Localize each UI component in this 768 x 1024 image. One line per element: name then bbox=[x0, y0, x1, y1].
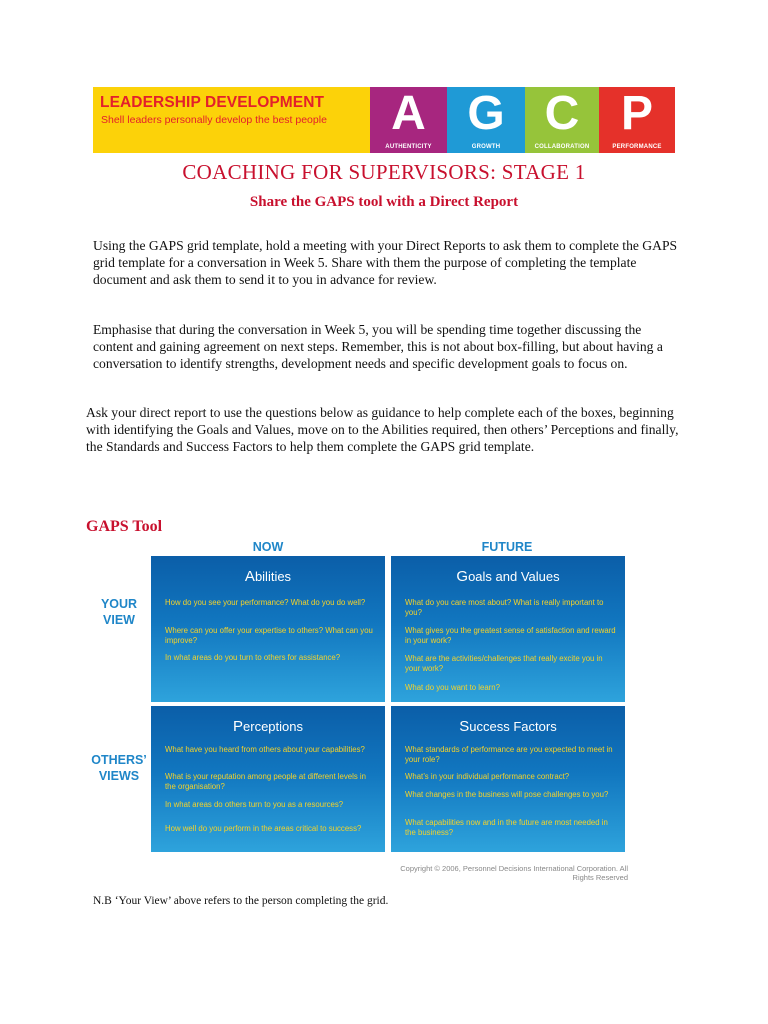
block-word: GROWTH bbox=[471, 144, 501, 150]
footnote: N.B ‘Your View’ above refers to the person completing the grid. bbox=[93, 895, 389, 907]
gaps-heading: GAPS Tool bbox=[86, 518, 163, 535]
quadrant-question: In what areas do others turn to you as a resources? bbox=[165, 800, 344, 809]
quadrant-question: What’s in your individual performance contract? bbox=[405, 772, 570, 781]
quadrant-question: Where can you offer your expertise to others? What can you improve? bbox=[165, 626, 373, 645]
authenticity-block bbox=[370, 87, 447, 153]
quadrant-question: What gives you the greatest sense of satisfaction and reward in your work? bbox=[405, 626, 616, 645]
quadrant-perceptions bbox=[151, 706, 385, 852]
quadrant-title: Success Factors bbox=[459, 718, 557, 735]
quadrant-question: What are the activities/challenges that really excite you in your work? bbox=[405, 654, 603, 673]
quadrant-question: What do you want to learn? bbox=[405, 683, 500, 692]
quadrant-question: What have you heard from others about your capabilities? bbox=[165, 745, 365, 754]
growth-block bbox=[447, 87, 525, 153]
row-header-others-views: OTHERS’ VIEWS bbox=[91, 753, 147, 783]
block-letter: C bbox=[544, 87, 580, 140]
quadrant-question: What do you care most about? What is really important to you? bbox=[405, 598, 604, 617]
block-letter: P bbox=[620, 87, 653, 140]
column-header-future: FUTURE bbox=[481, 540, 533, 554]
page-title: COACHING FOR SUPERVISORS: STAGE 1 bbox=[182, 160, 586, 184]
quadrant-question: What changes in the business will pose challenges to you? bbox=[405, 790, 609, 799]
leadership-banner bbox=[93, 87, 675, 153]
quadrant-title: Goals and Values bbox=[456, 568, 560, 585]
instruction-paragraph: Ask your direct report to use the questions below as guidance to help complete each of the boxes, beginning with identifying the Goals and Values, move on to the Abilities required, then others’ Perceptions and finally, the Standards and Success Factors to help them complete the GAPS grid template. bbox=[86, 405, 679, 454]
quadrant-title: Abilities bbox=[244, 568, 292, 585]
quadrant-question: In what areas do you turn to others for assistance? bbox=[165, 653, 341, 662]
column-header-now: NOW bbox=[252, 540, 284, 554]
performance-block bbox=[599, 87, 675, 153]
quadrant-question: What capabilities now and in the future are most needed in the business? bbox=[405, 818, 608, 837]
block-word: PERFORMANCE bbox=[612, 144, 662, 150]
quadrant-question: What standards of performance are you expected to meet in your role? bbox=[405, 745, 613, 764]
page-subtitle: Share the GAPS tool with a Direct Report bbox=[249, 194, 519, 210]
quadrant-title: Perceptions bbox=[233, 718, 303, 735]
banner-title: LEADERSHIP DEVELOPMENT bbox=[100, 94, 325, 111]
collaboration-block bbox=[525, 87, 599, 153]
quadrant-question: How well do you perform in the areas critical to success? bbox=[165, 824, 362, 833]
block-word: COLLABORATION bbox=[534, 144, 590, 150]
row-header-your-view: YOUR VIEW bbox=[100, 597, 138, 627]
quadrant-success-factors bbox=[391, 706, 625, 852]
quadrant-goals-and-values bbox=[391, 556, 625, 702]
quadrant-question: How do you see your performance? What do you do well? bbox=[165, 598, 366, 607]
block-letter: G bbox=[467, 87, 505, 140]
banner-subtitle: Shell leaders personally develop the best people bbox=[101, 114, 327, 126]
block-word: AUTHENTICITY bbox=[385, 144, 432, 150]
quadrant-question: What is your reputation among people at different levels in the organisation? bbox=[165, 772, 366, 791]
quadrant-abilities bbox=[151, 556, 385, 702]
instruction-paragraph: Emphasise that during the conversation in Week 5, you will be spending time together discussing the content and gaining agreement on next steps. Remember, this is not about box-filling, but about having a conversation to identify strengths, development needs and specific development goals to focus on. bbox=[93, 322, 663, 371]
block-letter: A bbox=[391, 87, 426, 140]
banner-text-panel bbox=[93, 87, 370, 153]
copyright-notice: Copyright © 2006, Personnel Decisions International Corporation. All Rights Reserved bbox=[400, 864, 628, 882]
instruction-paragraph: Using the GAPS grid template, hold a meeting with your Direct Reports to ask them to complete the GAPS grid template for a conversation in Week 5. Share with them the purpose of completing the template document and ask them to send it to you in advance for review. bbox=[93, 238, 678, 287]
